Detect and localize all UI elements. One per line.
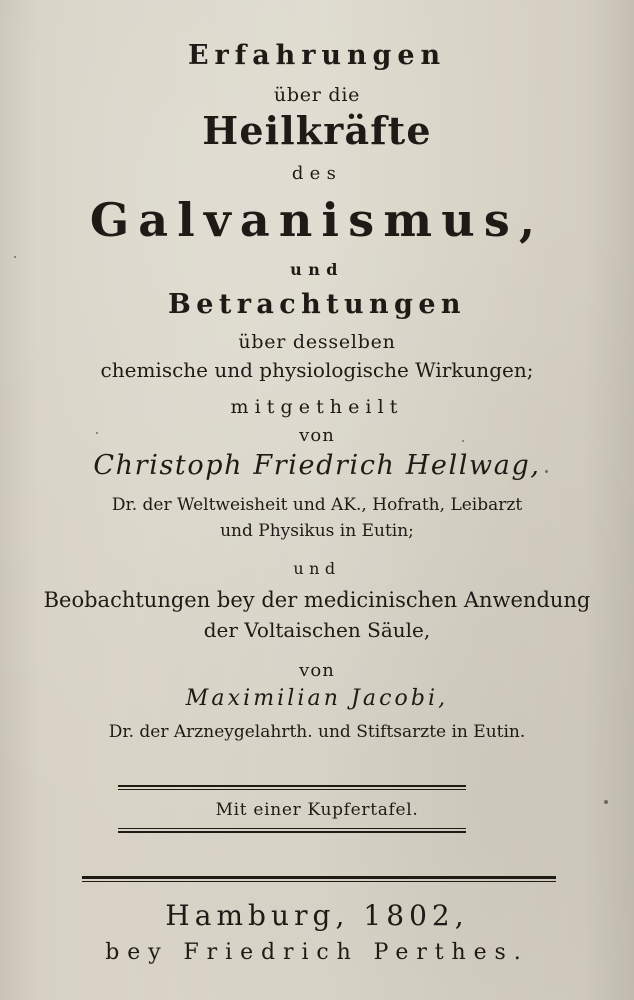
author-hellwag-title-2: und Physikus in Eutin; [220, 521, 414, 541]
plate-note-rule-top-thin [118, 789, 466, 790]
author-jacobi-name: Maximilian Jacobi, [185, 686, 449, 711]
title-line-galvanismus: Galvanismus, [89, 193, 545, 247]
plate-note-rule-bottom-thin [118, 828, 466, 829]
second-work-title-1: Beobachtungen bey der medicinischen Anwendung [43, 588, 591, 612]
plate-note-rule-bottom [118, 831, 466, 833]
paper-speck [545, 470, 548, 473]
von-line-2: von [299, 660, 335, 681]
subtitle-betrachtungen: Betrachtungen [168, 289, 466, 320]
subtitle-uber-desselben: über desselben [238, 331, 396, 353]
author-hellwag-title-1: Dr. der Weltweisheit und AK., Hofrath, Leibarzt [111, 495, 523, 515]
conjunction-und-1: und [290, 260, 344, 279]
plate-note-rule-top [118, 785, 466, 787]
title-line-erfahrungen: Erfahrungen [187, 40, 447, 71]
conjunction-und-2: und [293, 559, 341, 578]
author-jacobi-title: Dr. der Arzneygelahrth. und Stiftsarzte in Eutin. [108, 722, 526, 742]
imprint-rule-thick [82, 876, 556, 879]
author-hellwag-name: Christoph Friedrich Hellwag, [93, 450, 541, 481]
von-line-1: von [299, 425, 335, 446]
paper-speck [604, 800, 608, 804]
plate-note: Mit einer Kupfertafel. [215, 800, 419, 820]
title-line-des: des [291, 163, 343, 184]
paper-speck [462, 440, 464, 442]
title-line-uber-die: über die [273, 84, 361, 106]
imprint-rule-thin [82, 881, 556, 882]
mitgetheilt-line: mitgetheilt [230, 396, 404, 418]
title-line-heilkrafte: Heilkräfte [202, 108, 432, 153]
imprint-publisher: bey Friedrich Perthes. [105, 940, 529, 965]
imprint-place-year: Hamburg, 1802, [165, 899, 469, 932]
paper-speck [96, 432, 98, 434]
second-work-title-2: der Voltaischen Säule, [203, 618, 431, 642]
paper-speck [14, 256, 16, 258]
subtitle-chemische-wirkungen: chemische und physiologische Wirkungen; [100, 358, 534, 382]
